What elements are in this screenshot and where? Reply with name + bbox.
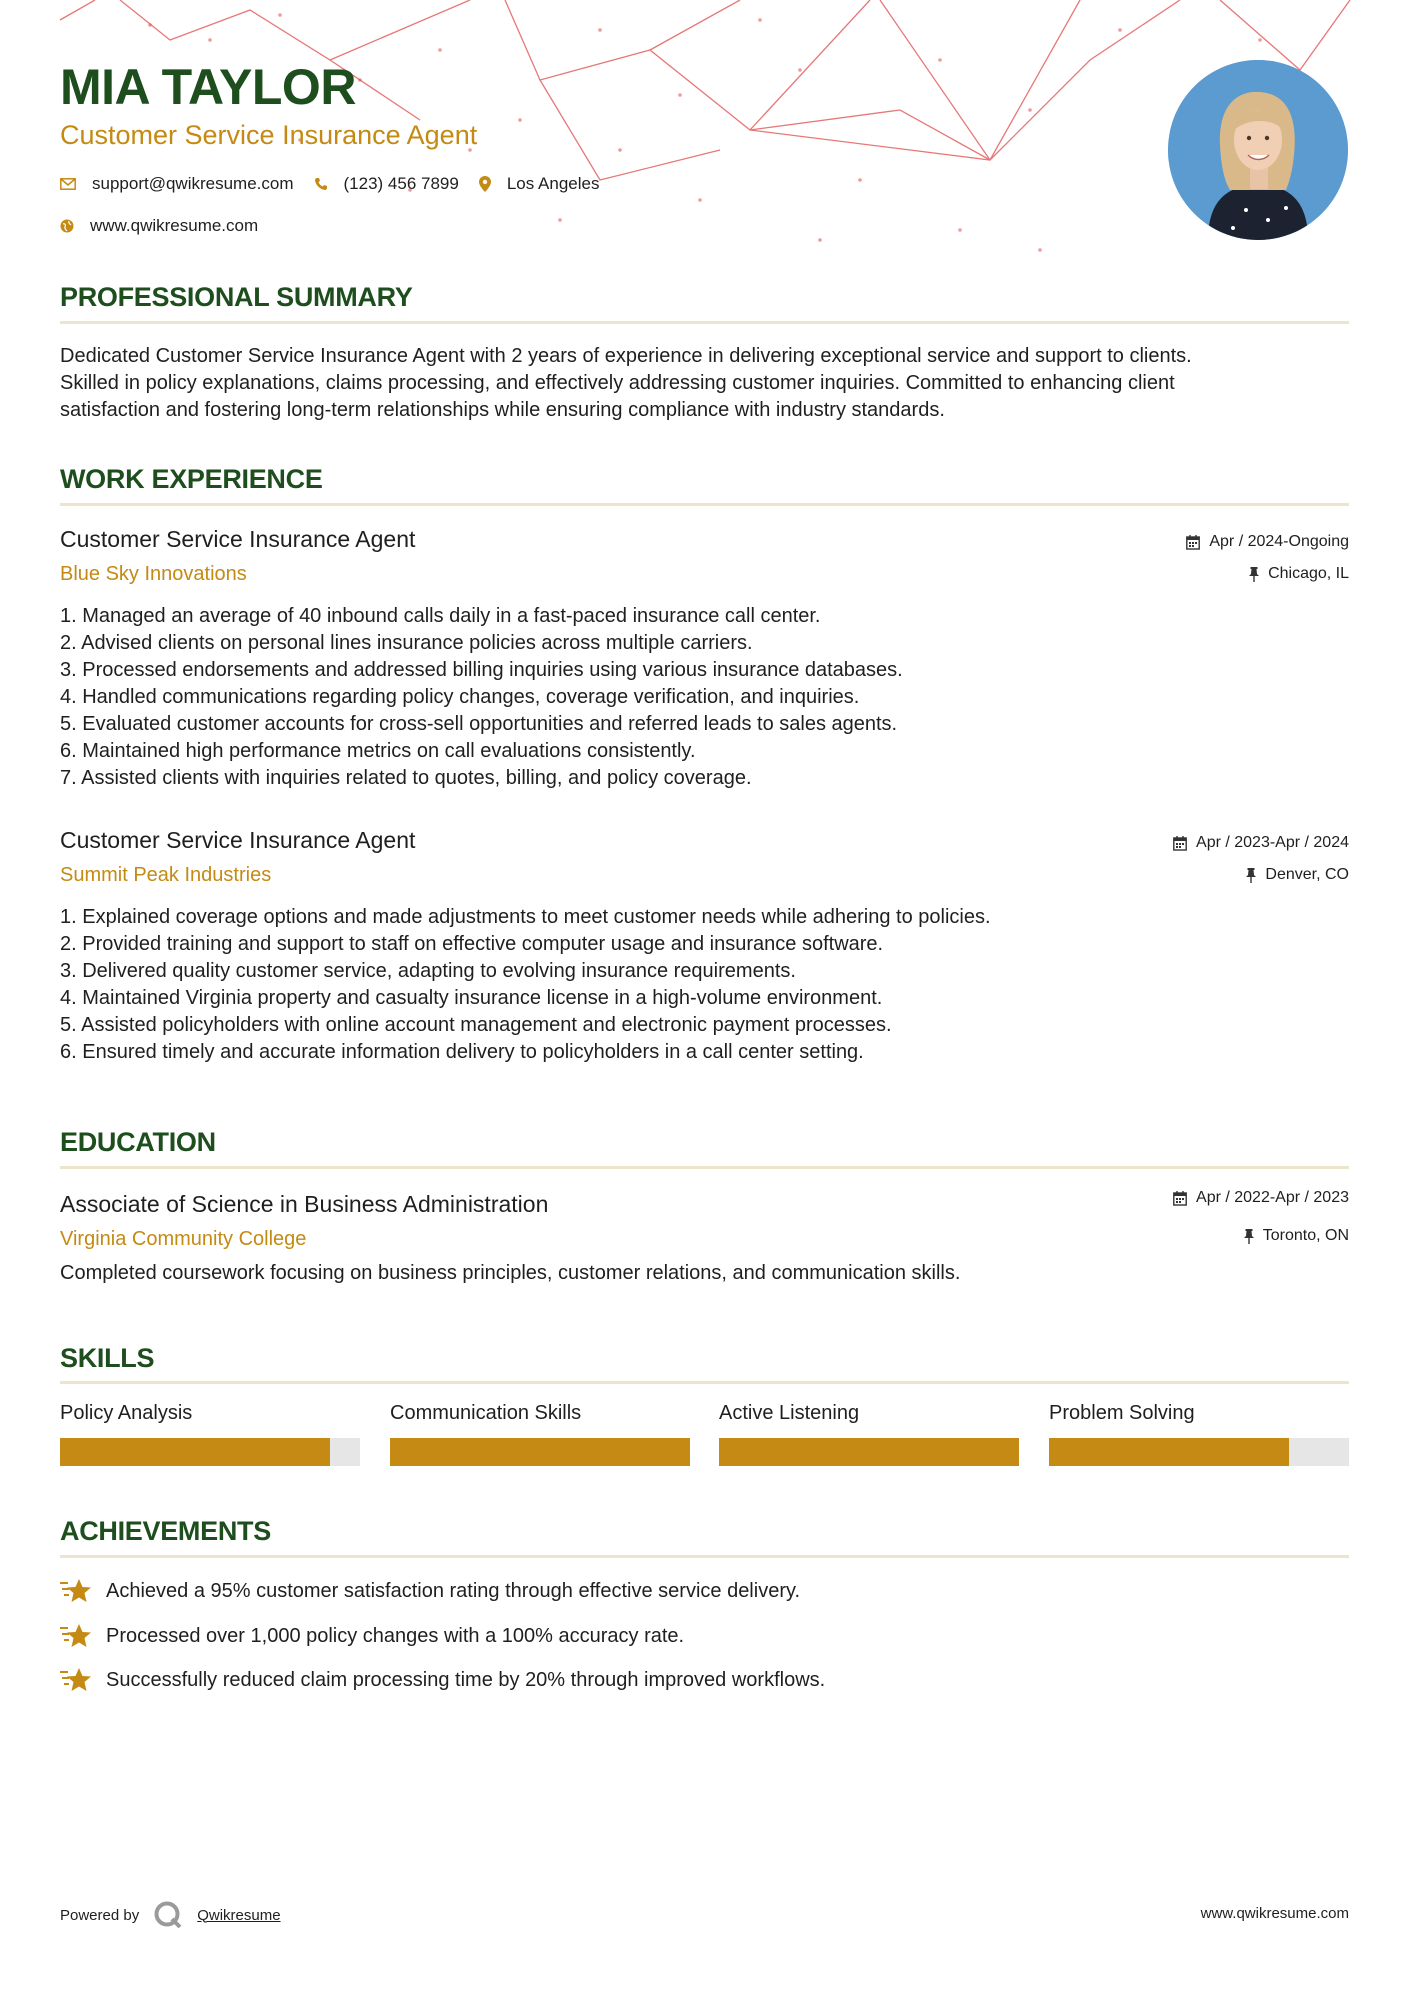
- job-company: Summit Peak Industries: [60, 864, 272, 886]
- candidate-name: MIA TAYLOR: [60, 59, 356, 115]
- website-text: www.qwikresume.com: [90, 216, 259, 235]
- qwikresume-link[interactable]: Qwikresume: [197, 1906, 281, 1924]
- achievement-text: Processed over 1,000 policy changes with a 100% accuracy rate.: [106, 1624, 685, 1647]
- achievement-text: Achieved a 95% customer satisfaction rating through effective service delivery.: [106, 1579, 801, 1602]
- achievement-item: [60, 1622, 684, 1650]
- achievements-divider: [60, 1555, 1349, 1558]
- skills-divider: [60, 1381, 1349, 1384]
- skill-bar: [390, 1438, 690, 1466]
- summary-line: Dedicated Customer Service Insurance Agent with 2 years of experience in delivering exceptional service and support to clients.: [60, 345, 1192, 367]
- achievements-heading: ACHIEVEMENTS: [60, 1516, 271, 1546]
- education-description: Completed coursework focusing on business principles, customer relations, and communication skills.: [60, 1262, 961, 1284]
- job-bullets: [60, 603, 903, 792]
- job-location: [1249, 565, 1349, 583]
- school-name: Virginia Community College: [60, 1228, 307, 1250]
- contact-phone[interactable]: [314, 174, 459, 194]
- degree-title: Associate of Science in Business Administration: [60, 1191, 549, 1217]
- skill-item: [390, 1402, 690, 1466]
- experience-heading: WORK EXPERIENCE: [60, 464, 323, 494]
- profile-photo-image: [1168, 60, 1348, 240]
- footer-website[interactable]: www.qwikresume.com: [1200, 1905, 1349, 1922]
- star-badge-icon: [60, 1622, 92, 1650]
- skill-label: Problem Solving: [1049, 1402, 1195, 1424]
- education-location-text: Toronto, ON: [1262, 1227, 1349, 1244]
- star-badge-icon: [60, 1666, 92, 1694]
- phone-text: (123) 456 7899: [343, 174, 459, 193]
- education-location: [1244, 1227, 1349, 1245]
- summary-line: Skilled in policy explanations, claims processing, and effectively addressing customer inquiries. Committed to enhancing client: [60, 372, 1175, 394]
- education-dates-text: Apr / 2022-Apr / 2023: [1196, 1189, 1349, 1206]
- job-dates-text: Apr / 2023-Apr / 2024: [1196, 834, 1349, 851]
- skill-bar: [60, 1438, 360, 1466]
- job-dates: [1173, 834, 1349, 852]
- education-heading: EDUCATION: [60, 1127, 216, 1157]
- skill-label: Policy Analysis: [60, 1402, 193, 1424]
- location-text: Los Angeles: [506, 174, 600, 193]
- contact-row: [60, 174, 619, 194]
- job-title: Customer Service Insurance Agent: [60, 526, 416, 552]
- list-item: 5. Evaluated customer accounts for cross-sell opportunities and referred leads to sales agents.: [60, 713, 898, 735]
- achievement-item: [60, 1577, 800, 1605]
- achievement-item: [60, 1666, 825, 1694]
- contact-location: [479, 174, 600, 194]
- calendar-icon: [1186, 535, 1200, 550]
- pushpin-icon: [1244, 1229, 1254, 1244]
- list-item: 6. Maintained high performance metrics on call evaluations consistently.: [60, 740, 696, 762]
- calendar-icon: [1173, 836, 1187, 851]
- map-pin-icon: [479, 176, 491, 192]
- skill-item: [1049, 1402, 1349, 1466]
- list-item: 4. Maintained Virginia property and casualty insurance license in a high-volume environment.: [60, 987, 883, 1009]
- job-dates-text: Apr / 2024-Ongoing: [1209, 533, 1349, 550]
- contact-email[interactable]: [60, 174, 294, 194]
- job-bullets: [60, 904, 991, 1066]
- job-location: [1246, 866, 1349, 884]
- list-item: 4. Handled communications regarding policy changes, coverage verification, and inquiries.: [60, 686, 860, 708]
- job-location-text: Denver, CO: [1265, 866, 1349, 883]
- education-dates: [1173, 1189, 1349, 1207]
- contact-website[interactable]: [60, 216, 258, 236]
- skill-label: Active Listening: [719, 1402, 860, 1424]
- phone-icon: [314, 177, 328, 191]
- job-company: Blue Sky Innovations: [60, 563, 247, 585]
- summary-text: [60, 343, 1349, 424]
- star-badge-icon: [60, 1577, 92, 1605]
- envelope-icon: [60, 178, 76, 190]
- skill-bar: [1049, 1438, 1349, 1466]
- summary-divider: [60, 321, 1349, 324]
- skill-bar-fill: [60, 1438, 330, 1466]
- list-item: 3. Processed endorsements and addressed billing inquiries using various insurance databases.: [60, 659, 903, 681]
- experience-divider: [60, 503, 1349, 506]
- powered-by-label: Powered by: [60, 1906, 140, 1924]
- summary-heading: PROFESSIONAL SUMMARY: [60, 282, 413, 312]
- list-item: 1. Explained coverage options and made adjustments to meet customer needs while adhering to policies.: [60, 906, 991, 928]
- qwikresume-logo-icon: [153, 1900, 183, 1930]
- achievement-text: Successfully reduced claim processing time by 20% through improved workflows.: [106, 1668, 826, 1691]
- list-item: 2. Provided training and support to staff on effective computer usage and insurance software.: [60, 933, 884, 955]
- skill-bar-fill: [390, 1438, 690, 1466]
- calendar-icon: [1173, 1191, 1187, 1206]
- job-title: Customer Service Insurance Agent: [60, 827, 416, 853]
- education-divider: [60, 1166, 1349, 1169]
- skill-label: Communication Skills: [390, 1402, 582, 1424]
- email-text: support@qwikresume.com: [92, 174, 294, 193]
- globe-icon: [60, 219, 74, 233]
- skill-bar: [719, 1438, 1019, 1466]
- skill-bar-fill: [719, 1438, 1019, 1466]
- skill-item: [719, 1402, 1019, 1466]
- list-item: 5. Assisted policyholders with online account management and electronic payment processes.: [60, 1014, 892, 1036]
- list-item: 7. Assisted clients with inquiries related to quotes, billing, and policy coverage.: [60, 767, 752, 789]
- footer-powered-by: [60, 1900, 281, 1930]
- skills-heading: SKILLS: [60, 1343, 155, 1373]
- job-dates: [1186, 533, 1349, 551]
- website-row: [60, 216, 278, 236]
- job-location-text: Chicago, IL: [1268, 565, 1349, 582]
- candidate-title: Customer Service Insurance Agent: [60, 120, 478, 150]
- list-item: 2. Advised clients on personal lines insurance policies across multiple carriers.: [60, 632, 753, 654]
- list-item: 3. Delivered quality customer service, adapting to evolving insurance requirements.: [60, 960, 796, 982]
- skill-item: [60, 1402, 360, 1466]
- list-item: 1. Managed an average of 40 inbound calls daily in a fast-paced insurance call center.: [60, 605, 821, 627]
- summary-line: satisfaction and fostering long-term relationships while ensuring compliance with industry standards.: [60, 399, 945, 421]
- pushpin-icon: [1246, 868, 1256, 883]
- pushpin-icon: [1249, 567, 1259, 582]
- list-item: 6. Ensured timely and accurate information delivery to policyholders in a call center setting.: [60, 1041, 864, 1063]
- skill-bar-fill: [1049, 1438, 1289, 1466]
- profile-photo: [1168, 60, 1348, 240]
